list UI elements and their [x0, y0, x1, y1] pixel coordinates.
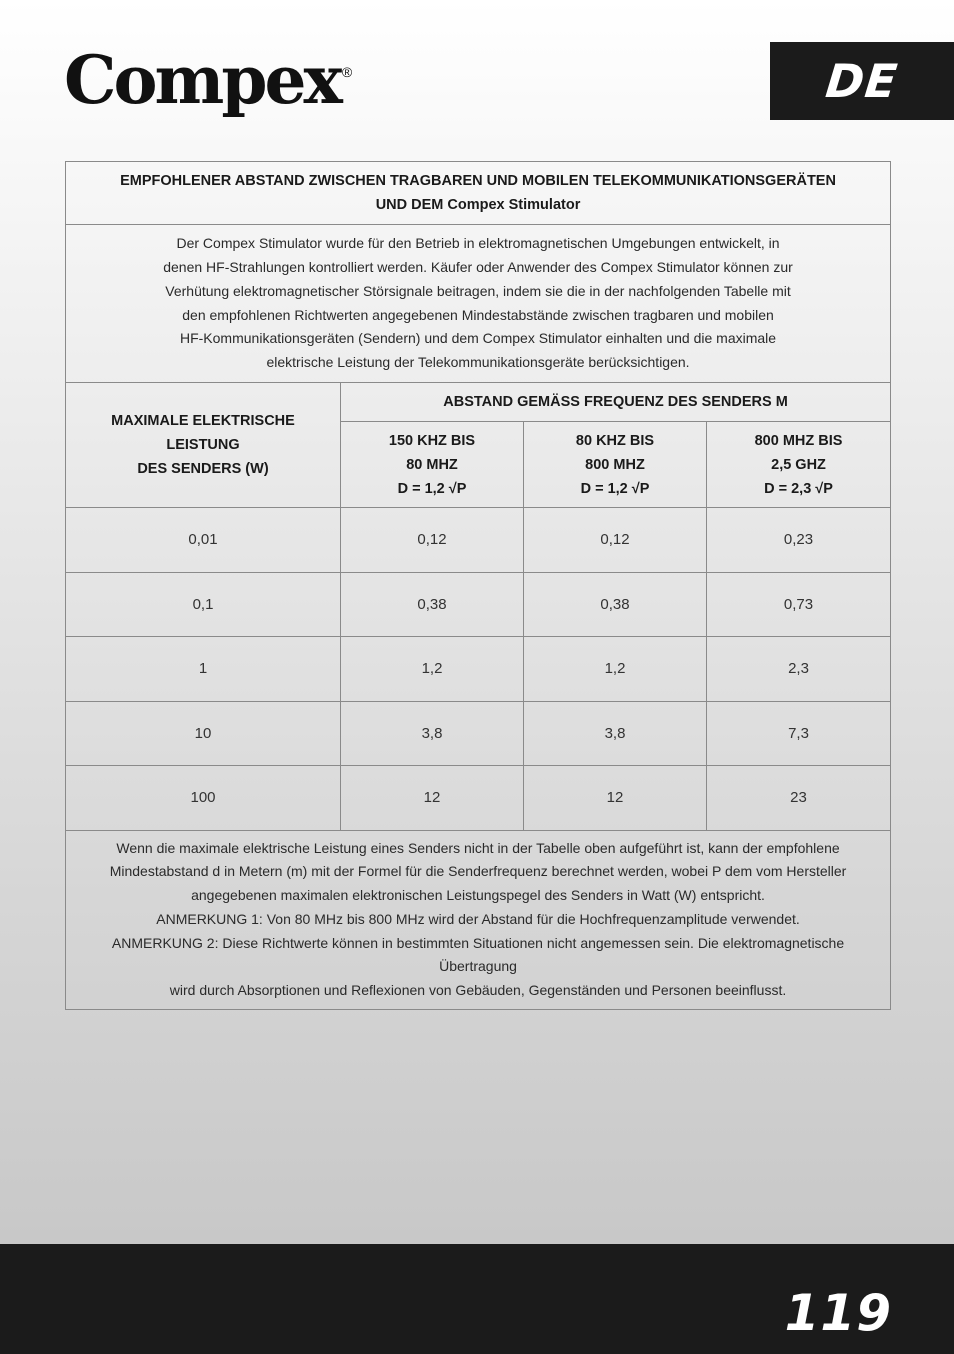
intro-line: den empfohlenen Richtwerten angegebenen Mindestabstände zwischen tragbaren und mobilen: [182, 306, 774, 323]
distance-cell: 0,12: [341, 508, 524, 573]
freq-header-line: 80 MHZ: [406, 456, 458, 473]
power-header-line: DES SENDERS (W): [137, 461, 269, 477]
distance-cell: 1,2: [341, 637, 524, 702]
logo-wordmark: Compex: [64, 41, 340, 119]
language-code: DE: [823, 54, 901, 108]
freq-column-header-1: [341, 422, 524, 508]
freq-header-formula: D = 1,2 √P: [580, 480, 650, 497]
intro-paragraph: [66, 225, 891, 383]
note-line: angegebenen maximalen elektronischen Leistungspegel des Senders in Watt (W) entspricht.: [191, 887, 765, 904]
compex-logo: [64, 40, 352, 120]
intro-line: Der Compex Stimulator wurde für den Betrieb in elektromagnetischen Umgebungen entwickelt, in: [176, 235, 780, 252]
freq-header-line: 2,5 GHZ: [771, 456, 826, 473]
distance-cell: 0,73: [707, 572, 891, 637]
power-cell: 0,1: [66, 572, 341, 637]
distance-cell: 0,38: [341, 572, 524, 637]
registered-mark: ®: [341, 64, 353, 80]
footer-bar: [0, 1244, 954, 1354]
intro-line: elektrische Leistung der Telekommunikationsgeräte berücksichtigen.: [266, 354, 690, 371]
power-header-line: MAXIMALE ELEKTRISCHE LEISTUNG: [111, 413, 295, 453]
power-cell: 0,01: [66, 508, 341, 573]
distance-cell: 3,8: [524, 701, 707, 766]
footnote-paragraph: [66, 830, 891, 1010]
distance-cell: 0,38: [524, 572, 707, 637]
note-line: Wenn die maximale elektrische Leistung eines Senders nicht in der Tabelle oben aufgeführt ist, kann der empfohlene: [116, 839, 840, 856]
distance-group-header: ABSTAND GEMÄSS FREQUENZ DES SENDERS M: [341, 383, 891, 422]
table-row: [66, 572, 891, 637]
distance-cell: 7,3: [707, 701, 891, 766]
table-row: [66, 637, 891, 702]
table-title-line: UND DEM Compex Stimulator: [375, 197, 581, 213]
freq-header-line: 800 MHZ: [585, 456, 645, 473]
page-number: 119: [784, 1284, 892, 1342]
freq-header-line: 150 KHZ BIS: [388, 432, 476, 449]
power-cell: 1: [66, 637, 341, 702]
freq-column-header-3: [707, 422, 891, 508]
distance-cell: 12: [524, 766, 707, 831]
table-row: [66, 508, 891, 573]
table-row: [66, 766, 891, 831]
power-cell: 10: [66, 701, 341, 766]
note-line: ANMERKUNG 1: Von 80 MHz bis 800 MHz wird der Abstand für die Hochfrequenzamplitude verwendet.: [156, 910, 800, 927]
freq-header-line: 80 KHZ BIS: [575, 432, 655, 449]
freq-header-line: 800 MHZ BIS: [754, 432, 843, 449]
table-title: [66, 162, 891, 225]
freq-header-formula: D = 1,2 √P: [397, 480, 467, 497]
distance-cell: 3,8: [341, 701, 524, 766]
language-badge: [770, 42, 954, 120]
table-row: [66, 701, 891, 766]
note-line: Mindestabstand d in Metern (m) mit der Formel für die Senderfrequenz berechnet werden, wobei P dem vom Hersteller: [109, 863, 847, 880]
distance-cell: 12: [341, 766, 524, 831]
intro-line: denen HF-Strahlungen kontrolliert werden. Käufer oder Anwender des Compex Stimulator können zur: [163, 258, 793, 275]
distance-cell: 1,2: [524, 637, 707, 702]
power-cell: 100: [66, 766, 341, 831]
freq-column-header-2: [524, 422, 707, 508]
intro-line: HF-Kommunikationsgeräten (Sendern) und dem Compex Stimulator einhalten und die maximale: [179, 330, 777, 347]
freq-header-formula: D = 2,3 √P: [764, 480, 833, 497]
distance-cell: 23: [707, 766, 891, 831]
power-column-header: [66, 383, 341, 508]
note-line: ANMERKUNG 2: Diese Richtwerte können in bestimmten Situationen nicht angemessen sein. Die elektromagnetische Übertragung: [111, 934, 845, 975]
note-line: wird durch Absorptionen und Reflexionen von Gebäuden, Gegenständen und Personen beeinflusst.: [169, 982, 787, 999]
distance-cell: 2,3: [707, 637, 891, 702]
intro-line: Verhütung elektromagnetischer Störsignale beitragen, indem sie die in der nachfolgenden Tabelle mit: [165, 282, 791, 299]
distance-cell: 0,12: [524, 508, 707, 573]
distance-cell: 0,23: [707, 508, 891, 573]
table-title-line: EMPFOHLENER ABSTAND ZWISCHEN TRAGBAREN UND MOBILEN TELEKOMMUNIKATIONSGERÄTEN: [120, 173, 836, 189]
emc-distance-table: [65, 161, 891, 1010]
